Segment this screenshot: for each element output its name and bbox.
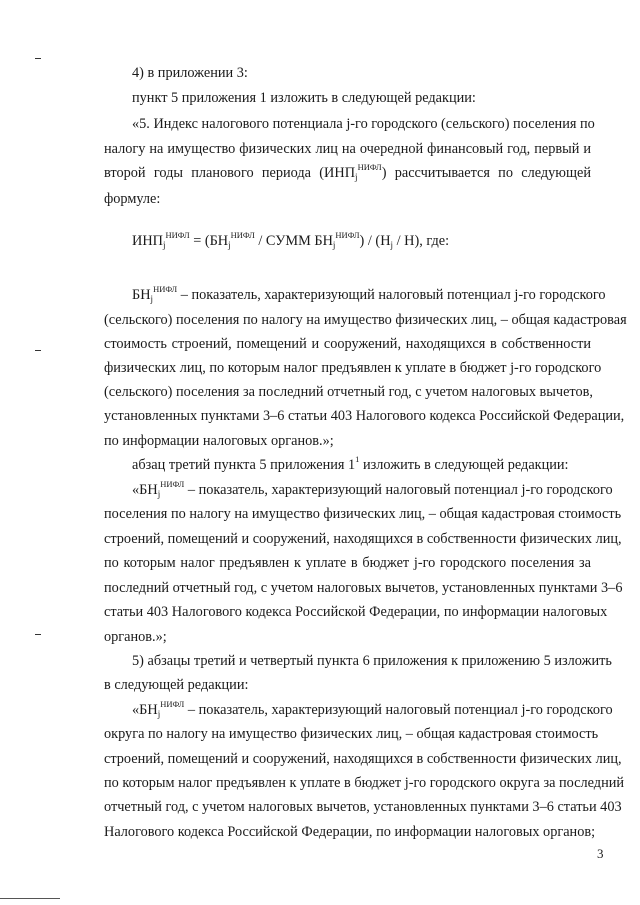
text-line: органов.»;	[104, 629, 167, 645]
text-line: второй годы планового периода $(ИНП_j^{НИФЛ})$ рассчитывается по следующей	[104, 162, 591, 182]
margin-mark	[35, 350, 41, 351]
text-line: последний отчетный год, с учетом налоговых вычетов, установленных пунктами 3–6	[104, 580, 623, 596]
text-line: (сельского) поселения по налогу на имущество физических лиц, – общая кадастровая	[104, 312, 627, 328]
page-number: 3	[597, 846, 604, 861]
text-line: установленных пунктами 3–6 статьи 403 Налогового кодекса Российской Федерации,	[104, 408, 625, 424]
text-line: физических лиц, по которым налог предъявлен к уплате в бюджет j-го городского	[104, 360, 602, 376]
text-line: по которым налог предъявлен к уплате в бюджет j-го городского поселения за	[104, 555, 591, 571]
text-line: стоимость строений, помещений и сооружений, находящихся в собственности	[104, 336, 591, 352]
margin-mark	[35, 634, 41, 635]
text-line: в следующей редакции:	[104, 677, 249, 693]
text-line: пункт 5 приложения 1 изложить в следующей редакции:	[132, 90, 476, 106]
text-line: строений, помещений и сооружений, находящихся в собственности физических лиц,	[104, 531, 622, 547]
text-line: строений, помещений и сооружений, находящихся в собственности физических лиц,	[104, 751, 622, 767]
text-line: «$БН_j^{НИФЛ}$ – показатель, характеризующий налоговый потенциал j-го городского	[132, 479, 613, 499]
formula-inp: $ИНП_j^{НИФЛ} = (БН_j^{НИФЛ}$ / СУММ $БН_j^{НИФЛ}) / (Н_j / Н)$, где:	[132, 230, 450, 250]
text-line: статьи 403 Налогового кодекса Российской Федерации, по информации налоговых	[104, 604, 608, 620]
text-line: отчетный год, с учетом налоговых вычетов, установленных пунктами 3–6 статьи 403	[104, 799, 622, 815]
text-line: по информации налоговых органов.»;	[104, 433, 334, 449]
text-line: налогу на имущество физических лиц на очередной финансовый год, первый и	[104, 141, 591, 157]
text-line: $БН_j^{НИФЛ}$ – показатель, характеризующий налоговый потенциал j-го городского	[132, 284, 606, 304]
text-line: «$БН_j^{НИФЛ}$ – показатель, характеризующий налоговый потенциал j-го городского	[132, 699, 613, 719]
text-line: «5. Индекс налогового потенциала j-го городского (сельского) поселения по	[132, 116, 595, 132]
text-line: Налогового кодекса Российской Федерации, по информации налоговых органов;	[104, 824, 596, 840]
text-line: 4) в приложении 3:	[132, 65, 248, 81]
text-line: по которым налог предъявлен к уплате в бюджет j-го городского округа за последний	[104, 775, 625, 791]
margin-mark	[35, 58, 41, 59]
text-line: абзац третий пункта 5 приложения $1^1$ изложить в следующей редакции:	[132, 454, 569, 473]
text-line: округа по налогу на имущество физических лиц, – общая кадастровая стоимость	[104, 726, 599, 742]
text-line: поселения по налогу на имущество физических лиц, – общая кадастровая стоимость	[104, 506, 622, 522]
text-line: формуле:	[104, 191, 161, 207]
text-line: 5) абзацы третий и четвертый пункта 6 приложения к приложению 5 изложить	[132, 653, 612, 669]
bottom-edge-line	[0, 898, 60, 899]
text-line: (сельского) поселения за последний отчетный год, с учетом налоговых вычетов,	[104, 384, 593, 400]
